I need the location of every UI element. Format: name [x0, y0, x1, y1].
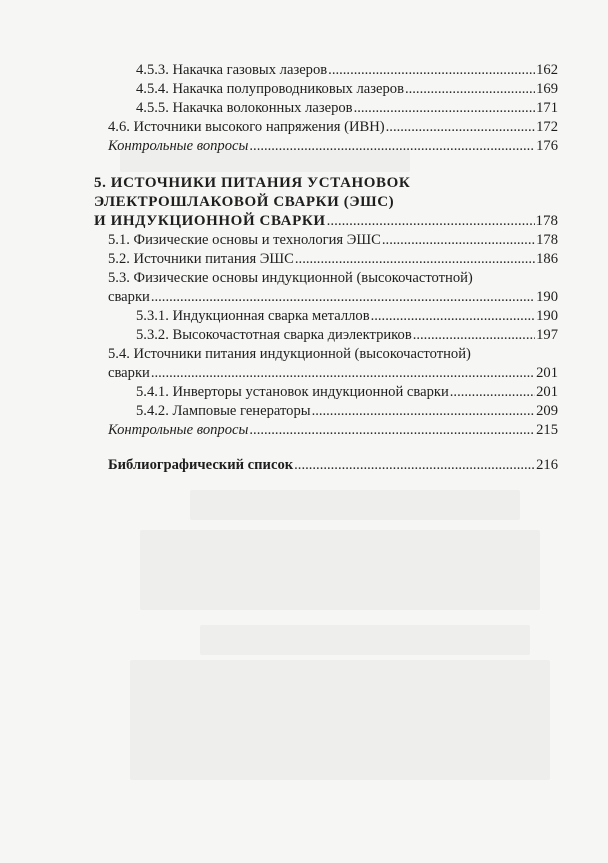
- toc-entry-control-questions-5[interactable]: [108, 420, 558, 440]
- toc-page-number: 169: [536, 81, 558, 97]
- toc-page-number: 162: [536, 62, 558, 78]
- toc-entry-label: сварки: [108, 289, 150, 305]
- toc-entry-5-3-1[interactable]: [136, 306, 558, 326]
- chapter-5-title-line3: И ИНДУКЦИОННОЙ СВАРКИ: [94, 213, 326, 229]
- toc-entry-label: 5.3.2. Высокочастотная сварка диэлектриков: [136, 327, 412, 343]
- toc-entry-4-5-5[interactable]: [136, 98, 558, 118]
- toc-page-number: 190: [536, 308, 558, 324]
- toc-page-number: 197: [536, 327, 558, 343]
- dot-leader: [151, 287, 535, 307]
- show-through-shadow: [190, 490, 520, 520]
- toc-entry-label: 5.3.1. Индукционная сварка металлов: [136, 308, 370, 324]
- dot-leader: [371, 306, 536, 326]
- toc-entry-4-5-4[interactable]: [136, 79, 558, 99]
- toc-page-number: 201: [536, 384, 558, 400]
- toc-page-number: 209: [536, 403, 558, 419]
- dot-leader: [413, 325, 535, 345]
- toc-entry-5-4-line1[interactable]: 5.4. Источники питания индукционной (высокочастотной): [108, 346, 471, 362]
- toc-page-number: 215: [536, 422, 558, 438]
- dot-leader: [405, 79, 535, 99]
- dot-leader: [450, 382, 535, 402]
- dot-leader: [328, 60, 535, 80]
- toc-entry-5-3-2[interactable]: [136, 325, 558, 345]
- toc-entry-5-1[interactable]: [108, 230, 558, 250]
- toc-page-number: 176: [536, 138, 558, 154]
- toc-entry-label: 4.5.3. Накачка газовых лазеров: [136, 62, 328, 78]
- toc-page-number: 178: [535, 213, 558, 229]
- toc-entry-bibliography[interactable]: [108, 455, 558, 475]
- dot-leader: [249, 420, 535, 440]
- toc-entry-5-4-1[interactable]: [136, 382, 558, 402]
- toc-entry-control-questions[interactable]: [108, 136, 558, 156]
- dot-leader: [327, 211, 535, 231]
- toc-entry-label: 4.5.5. Накачка волоконных лазеров: [136, 100, 353, 116]
- toc-entry-label: 4.6. Источники высокого напряжения (ИВН): [108, 119, 385, 135]
- dot-leader: [354, 98, 536, 118]
- dot-leader: [294, 455, 535, 475]
- toc-entry-4-5-3[interactable]: [136, 60, 558, 80]
- toc-entry-label: 5.2. Источники питания ЭШС: [108, 251, 294, 267]
- toc-page-number: 172: [536, 119, 558, 135]
- dot-leader: [249, 136, 535, 156]
- toc-page-number: 186: [536, 251, 558, 267]
- toc-entry-label: 4.5.4. Накачка полупроводниковых лазеров: [136, 81, 404, 97]
- toc-page-number: 190: [536, 289, 558, 305]
- toc-page-number: 201: [536, 365, 558, 381]
- toc-entry-label: 5.4.2. Ламповые генераторы: [136, 403, 311, 419]
- toc-entry-4-6[interactable]: [108, 117, 558, 137]
- show-through-shadow: [140, 530, 540, 610]
- toc-entry-5-3[interactable]: [108, 287, 558, 307]
- toc-entry-label: Контрольные вопросы: [108, 138, 249, 154]
- dot-leader: [312, 401, 536, 421]
- toc-entry-5-4-2[interactable]: [136, 401, 558, 421]
- toc-entry-label: Контрольные вопросы: [108, 422, 249, 438]
- toc-page-number: 216: [536, 457, 558, 473]
- toc-entry-5-3-line1[interactable]: 5.3. Физические основы индукционной (высокочастотной): [108, 270, 473, 286]
- toc-entry-label: 5.1. Физические основы и технология ЭШС: [108, 232, 381, 248]
- toc-entry-5-2[interactable]: [108, 249, 558, 269]
- toc-entry-label: Библиографический список: [108, 457, 294, 473]
- dot-leader: [382, 230, 535, 250]
- show-through-shadow: [130, 660, 550, 780]
- chapter-5-title-line1: 5. ИСТОЧНИКИ ПИТАНИЯ УСТАНОВОК: [94, 175, 411, 191]
- chapter-5-title-line2: ЭЛЕКТРОШЛАКОВОЙ СВАРКИ (ЭШС): [94, 194, 395, 210]
- toc-entry-5-4[interactable]: [108, 363, 558, 383]
- toc-entry-label: 5.4.1. Инверторы установок индукционной сварки: [136, 384, 449, 400]
- toc-page-number: 171: [536, 100, 558, 116]
- dot-leader: [386, 117, 535, 137]
- dot-leader: [151, 363, 535, 383]
- toc-entry-label: сварки: [108, 365, 150, 381]
- dot-leader: [295, 249, 535, 269]
- toc-entry-chapter-5[interactable]: [94, 211, 558, 231]
- show-through-shadow: [200, 625, 530, 655]
- toc-page-number: 178: [536, 232, 558, 248]
